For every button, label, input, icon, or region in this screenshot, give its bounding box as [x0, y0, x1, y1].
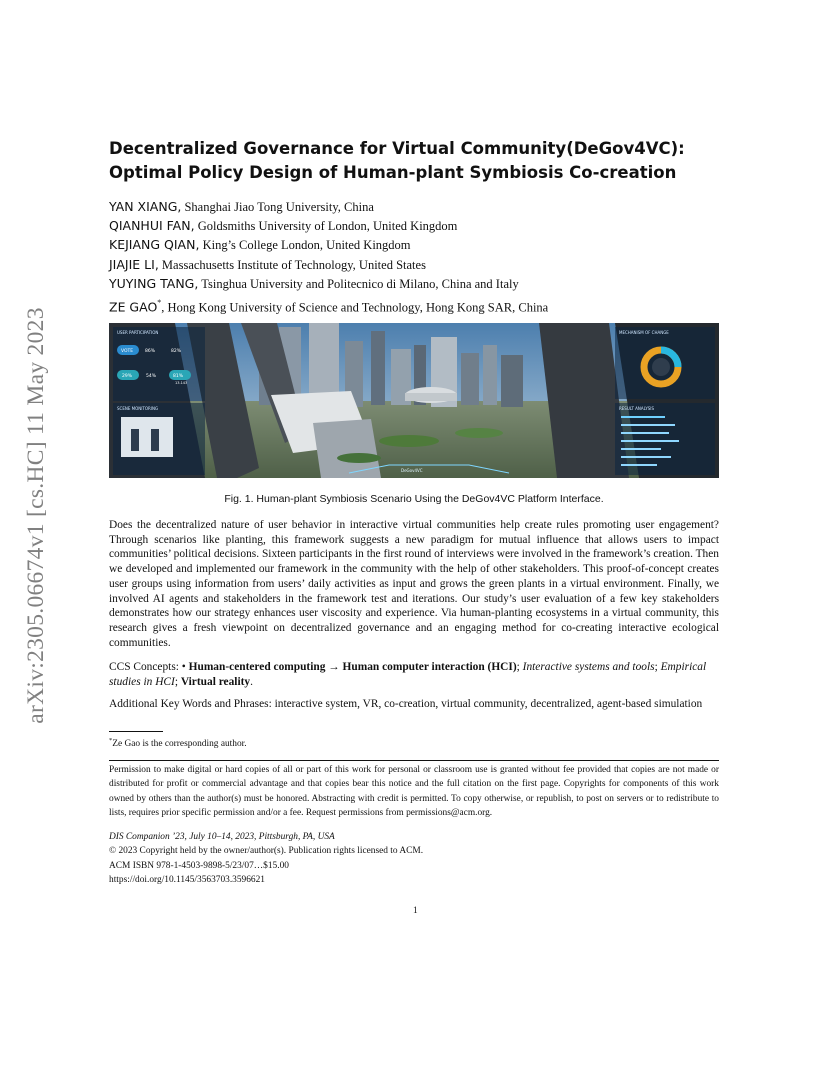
stat-value: 29%: [122, 374, 133, 379]
permission-rule: [109, 760, 719, 761]
author-name: YAN XIANG,: [109, 199, 182, 214]
author-name: KEJIANG QIAN,: [109, 237, 200, 253]
city-scene-illustration: [109, 323, 719, 478]
venue: DIS Companion ’23, July 10–14, 2023, Pittsburgh, PA, USA: [109, 832, 335, 842]
ccs-separator: ;: [654, 661, 661, 673]
author-name: QIANHUI FAN,: [109, 218, 195, 234]
page-number: 1: [413, 906, 418, 916]
platform-label: DeGov4VC: [401, 468, 423, 473]
publication-info: [109, 830, 423, 887]
footnote-rule: [109, 731, 163, 732]
author-affiliation: Goldsmiths University of London, United Kingdom: [194, 219, 458, 234]
author-name: JIAJIE LI,: [109, 256, 159, 272]
vote-badge-label: VOTE: [121, 349, 134, 354]
stat-value: 86%: [145, 349, 156, 354]
stat-value: 13.143: [175, 381, 188, 385]
author-affiliation: Shanghai Jiao Tong University, China: [181, 200, 374, 214]
stat-value: 82%: [171, 349, 182, 354]
ccs-separator: ;: [516, 661, 523, 673]
ccs-term: Human-centered computing: [188, 661, 326, 673]
copyright: © 2023 Copyright held by the owner/author(s). Publication rights licensed to ACM.: [109, 846, 424, 857]
author-item: [109, 197, 719, 216]
ccs-prefix: CCS Concepts: •: [109, 661, 189, 673]
ccs-concepts: [109, 660, 719, 690]
permission-notice: Permission to make digital or hard copies of all or part of this work for personal or classroom use is granted without fee provided that copies are not made or distributed for profit or commercial advantage and that copies bear this notice and the full citation on the first page. Copyrights for components of this work owned by others than the author(s) must be honored. Abstracting with credit is permitted. To copy otherwise, or republish, to post on servers or to redistribute to lists, requires prior specific permission and/or a fee. Request permissions from permissions@acm.org.: [109, 765, 719, 818]
ccs-term: Interactive systems and tools: [522, 661, 655, 673]
panel-scene-label: SCENE MONITORING: [117, 406, 159, 411]
panel-user-participation-label: USER PARTICIPATION: [117, 330, 159, 335]
author-item: [109, 293, 719, 315]
footnote-text: Ze Gao is the corresponding author.: [112, 739, 247, 750]
title-line-1: Decentralized Governance for Virtual Community(DeGov4VC):: [109, 139, 685, 158]
author-name: YUYING TANG,: [109, 275, 199, 291]
ccs-term: Virtual reality: [180, 676, 251, 688]
author-name: ZE GAO: [109, 299, 158, 315]
abstract: Does the decentralized nature of user behavior in interactive virtual communities help create rules promoting user engagement? Through scenarios like planting, this framework suggests a new paradigm for mutual influence that allows users to impact communities’ political decisions. Sixteen participants in the first round of interviews were involved in the framework’s creation. Then we developed and implemented our framework in the community with the help of other stakeholders. This proof-of-concept creates user groups using information from users’ daily activities as input and grows the green plants in a virtual environment. Finally, we involved AI agents and stakeholders in the framework test and iterations. Our study’s user evaluation of a few key stakeholders demonstrates how our strategy enhances user viscosity and experience. Via human-planting ecosystems in a virtual community, this research gives a fresh viewpoint on decentralized governance and an engaging method for co-creating interactive ecological communities.: [109, 519, 719, 649]
ccs-end: .: [250, 676, 253, 688]
author-item: [109, 255, 719, 274]
corresponding-mark: *: [157, 297, 162, 307]
author-affiliation: Massachusetts Institute of Technology, United States: [158, 257, 426, 272]
title-line-2: Optimal Policy Design of Human-plant Symbiosis Co-creation: [109, 163, 677, 182]
ccs-term: Human computer interaction (HCI): [342, 661, 517, 673]
footnote-mark: *: [109, 737, 113, 744]
arxiv-stamp: [18, 270, 54, 760]
stat-value: 81%: [173, 374, 184, 379]
panel-mechanism-label: MECHANISM OF CHANGE: [619, 330, 669, 335]
ccs-separator: ;: [174, 676, 181, 688]
isbn: ACM ISBN 978-1-4503-9898-5/23/07…$15.00: [109, 860, 289, 871]
author-affiliation: King’s College London, United Kingdom: [199, 238, 411, 253]
figure-caption: Fig. 1. Human-plant Symbiosis Scenario Using the DeGov4VC Platform Interface.: [224, 493, 604, 505]
author-item: [109, 235, 719, 254]
author-affiliation: , Hong Kong University of Science and Technology, Hong Kong SAR, China: [161, 300, 549, 315]
paper-title: [109, 137, 719, 185]
author-item: [109, 216, 719, 235]
ccs-term: Empirical studies in HCI: [109, 661, 707, 688]
ccs-arrow: →: [325, 661, 343, 673]
stat-value: 54%: [146, 374, 157, 379]
author-affiliation: Tsinghua University and Politecnico di Milano, China and Italy: [198, 276, 519, 291]
author-item: [109, 274, 719, 293]
panel-results-label: RESULT ANALYSIS: [619, 406, 655, 411]
scene-photo: [121, 417, 173, 457]
author-list: [109, 197, 719, 315]
footnote: [109, 737, 247, 749]
doi-link[interactable]: https://doi.org/10.1145/3563703.3596621: [109, 874, 265, 885]
teaser-figure: [109, 323, 719, 478]
keywords: Additional Key Words and Phrases: interactive system, VR, co-creation, virtual community, decentralized, agent-based simulation: [109, 698, 703, 710]
arxiv-stamp-text: arXiv:2305.06674v1 [cs.HC] 11 May 2023: [22, 306, 49, 724]
